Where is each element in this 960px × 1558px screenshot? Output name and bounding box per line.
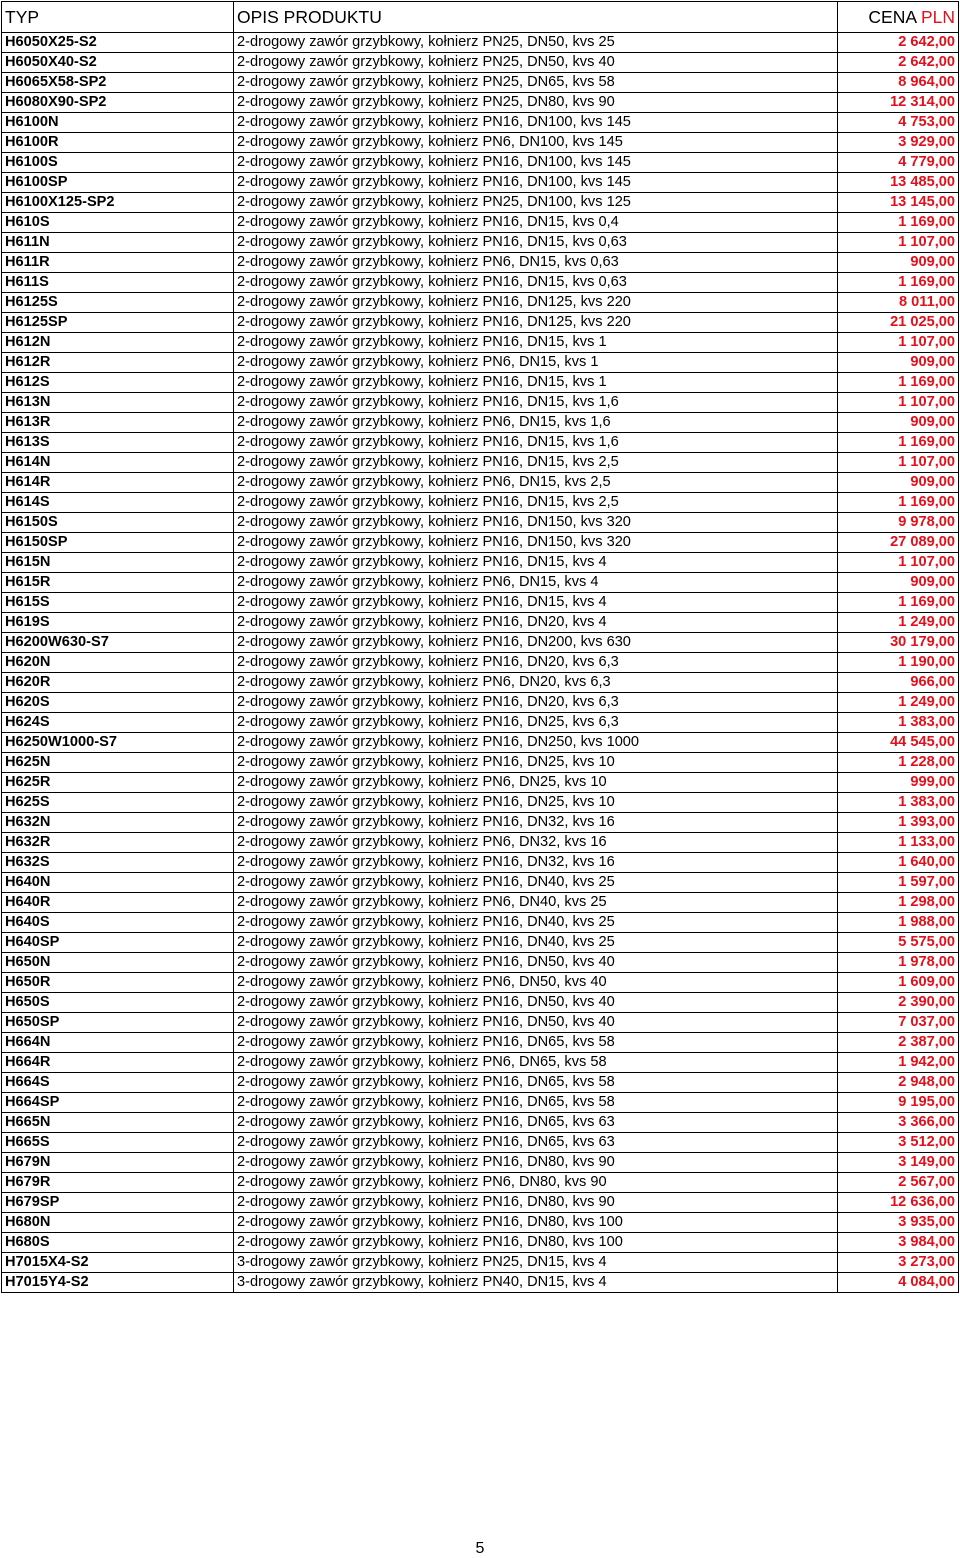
product-code: H6125SP [2, 313, 234, 333]
product-price: 1 988,00 [838, 913, 959, 933]
product-price: 1 393,00 [838, 813, 959, 833]
product-description: 2-drogowy zawór grzybkowy, kołnierz PN16, DN50, kvs 40 [234, 953, 838, 973]
product-description: 2-drogowy zawór grzybkowy, kołnierz PN16, DN15, kvs 1,6 [234, 393, 838, 413]
product-code: H679R [2, 1173, 234, 1193]
table-row [2, 233, 959, 253]
product-description: 2-drogowy zawór grzybkowy, kołnierz PN16, DN80, kvs 100 [234, 1233, 838, 1253]
table-row [2, 253, 959, 273]
product-code: H6080X90-SP2 [2, 93, 234, 113]
product-price: 30 179,00 [838, 633, 959, 653]
product-description: 2-drogowy zawór grzybkowy, kołnierz PN16, DN15, kvs 0,4 [234, 213, 838, 233]
product-price: 2 390,00 [838, 993, 959, 1013]
product-price: 999,00 [838, 773, 959, 793]
table-row [2, 413, 959, 433]
table-row [2, 93, 959, 113]
product-code: H650N [2, 953, 234, 973]
product-price: 1 942,00 [838, 1053, 959, 1073]
product-code: H612R [2, 353, 234, 373]
table-row [2, 893, 959, 913]
product-code: H632N [2, 813, 234, 833]
product-code: H679N [2, 1153, 234, 1173]
product-code: H664S [2, 1073, 234, 1093]
product-price: 1 107,00 [838, 553, 959, 573]
product-description: 2-drogowy zawór grzybkowy, kołnierz PN25, DN80, kvs 90 [234, 93, 838, 113]
table-row [2, 693, 959, 713]
table-row [2, 393, 959, 413]
product-price: 13 145,00 [838, 193, 959, 213]
product-description: 2-drogowy zawór grzybkowy, kołnierz PN16, DN125, kvs 220 [234, 293, 838, 313]
product-description: 2-drogowy zawór grzybkowy, kołnierz PN16, DN32, kvs 16 [234, 813, 838, 833]
product-description: 2-drogowy zawór grzybkowy, kołnierz PN16, DN100, kvs 145 [234, 173, 838, 193]
product-description: 2-drogowy zawór grzybkowy, kołnierz PN16, DN20, kvs 4 [234, 613, 838, 633]
table-row [2, 513, 959, 533]
product-price: 3 929,00 [838, 133, 959, 153]
product-description: 2-drogowy zawór grzybkowy, kołnierz PN25, DN65, kvs 58 [234, 73, 838, 93]
product-code: H6100N [2, 113, 234, 133]
table-row [2, 953, 959, 973]
product-description: 2-drogowy zawór grzybkowy, kołnierz PN16, DN65, kvs 63 [234, 1133, 838, 1153]
product-description: 2-drogowy zawór grzybkowy, kołnierz PN16, DN250, kvs 1000 [234, 733, 838, 753]
product-price: 2 948,00 [838, 1073, 959, 1093]
product-price: 1 169,00 [838, 213, 959, 233]
product-description: 2-drogowy zawór grzybkowy, kołnierz PN16, DN50, kvs 40 [234, 1013, 838, 1033]
table-row [2, 1053, 959, 1073]
table-row [2, 1153, 959, 1173]
product-code: H625R [2, 773, 234, 793]
product-description: 2-drogowy zawór grzybkowy, kołnierz PN16, DN25, kvs 10 [234, 793, 838, 813]
product-code: H664N [2, 1033, 234, 1053]
product-price: 1 190,00 [838, 653, 959, 673]
product-price: 4 084,00 [838, 1273, 959, 1293]
table-row [2, 613, 959, 633]
table-row [2, 653, 959, 673]
product-price: 3 984,00 [838, 1233, 959, 1253]
header-typ: TYP [2, 2, 234, 33]
product-price: 12 314,00 [838, 93, 959, 113]
product-description: 2-drogowy zawór grzybkowy, kołnierz PN16, DN15, kvs 0,63 [234, 273, 838, 293]
product-code: H665N [2, 1113, 234, 1133]
product-price: 2 642,00 [838, 53, 959, 73]
product-code: H7015X4-S2 [2, 1253, 234, 1273]
product-price: 3 149,00 [838, 1153, 959, 1173]
product-description: 2-drogowy zawór grzybkowy, kołnierz PN16, DN15, kvs 2,5 [234, 493, 838, 513]
product-code: H665S [2, 1133, 234, 1153]
product-code: H615R [2, 573, 234, 593]
table-row [2, 1133, 959, 1153]
table-row [2, 1013, 959, 1033]
product-code: H640R [2, 893, 234, 913]
product-price: 2 642,00 [838, 33, 959, 53]
table-row [2, 313, 959, 333]
product-price: 2 567,00 [838, 1173, 959, 1193]
table-row [2, 633, 959, 653]
product-price: 1 597,00 [838, 873, 959, 893]
product-code: H6100SP [2, 173, 234, 193]
product-price: 12 636,00 [838, 1193, 959, 1213]
product-price: 3 366,00 [838, 1113, 959, 1133]
product-description: 2-drogowy zawór grzybkowy, kołnierz PN16, DN25, kvs 6,3 [234, 713, 838, 733]
product-code: H650S [2, 993, 234, 1013]
product-code: H615N [2, 553, 234, 573]
table-row [2, 673, 959, 693]
product-description: 2-drogowy zawór grzybkowy, kołnierz PN6, DN15, kvs 1 [234, 353, 838, 373]
product-code: H680N [2, 1213, 234, 1233]
product-price: 27 089,00 [838, 533, 959, 553]
table-row [2, 573, 959, 593]
table-row [2, 853, 959, 873]
product-code: H6125S [2, 293, 234, 313]
product-code: H6100S [2, 153, 234, 173]
product-code: H610S [2, 213, 234, 233]
product-code: H632S [2, 853, 234, 873]
product-code: H620S [2, 693, 234, 713]
product-code: H6100R [2, 133, 234, 153]
product-code: H640SP [2, 933, 234, 953]
table-row [2, 53, 959, 73]
product-code: H7015Y4-S2 [2, 1273, 234, 1293]
table-row [2, 1113, 959, 1133]
table-row [2, 993, 959, 1013]
product-description: 2-drogowy zawór grzybkowy, kołnierz PN16, DN15, kvs 4 [234, 593, 838, 613]
table-row [2, 1193, 959, 1213]
product-code: H664SP [2, 1093, 234, 1113]
product-description: 2-drogowy zawór grzybkowy, kołnierz PN25, DN50, kvs 25 [234, 33, 838, 53]
product-price: 909,00 [838, 473, 959, 493]
product-code: H612S [2, 373, 234, 393]
product-code: H6200W630-S7 [2, 633, 234, 653]
product-code: H6150S [2, 513, 234, 533]
table-row [2, 333, 959, 353]
product-price: 1 169,00 [838, 493, 959, 513]
product-price: 9 978,00 [838, 513, 959, 533]
product-code: H613N [2, 393, 234, 413]
product-description: 2-drogowy zawór grzybkowy, kołnierz PN16, DN40, kvs 25 [234, 873, 838, 893]
product-description: 2-drogowy zawór grzybkowy, kołnierz PN16, DN65, kvs 58 [234, 1093, 838, 1113]
product-description: 2-drogowy zawór grzybkowy, kołnierz PN6, DN100, kvs 145 [234, 133, 838, 153]
product-code: H6100X125-SP2 [2, 193, 234, 213]
product-price: 909,00 [838, 353, 959, 373]
table-row [2, 773, 959, 793]
product-description: 2-drogowy zawór grzybkowy, kołnierz PN16, DN32, kvs 16 [234, 853, 838, 873]
product-code: H6250W1000-S7 [2, 733, 234, 753]
product-description: 2-drogowy zawór grzybkowy, kołnierz PN25, DN50, kvs 40 [234, 53, 838, 73]
product-description: 2-drogowy zawór grzybkowy, kołnierz PN16, DN50, kvs 40 [234, 993, 838, 1013]
product-price: 1 249,00 [838, 693, 959, 713]
product-code: H6050X25-S2 [2, 33, 234, 53]
product-description: 2-drogowy zawór grzybkowy, kołnierz PN16, DN20, kvs 6,3 [234, 693, 838, 713]
table-row [2, 33, 959, 53]
product-code: H632R [2, 833, 234, 853]
table-row [2, 433, 959, 453]
product-price: 3 935,00 [838, 1213, 959, 1233]
product-description: 2-drogowy zawór grzybkowy, kołnierz PN16, DN150, kvs 320 [234, 513, 838, 533]
product-code: H664R [2, 1053, 234, 1073]
product-price: 1 383,00 [838, 793, 959, 813]
product-description: 2-drogowy zawór grzybkowy, kołnierz PN6, DN15, kvs 0,63 [234, 253, 838, 273]
table-row [2, 533, 959, 553]
product-description: 2-drogowy zawór grzybkowy, kołnierz PN6, DN15, kvs 1,6 [234, 413, 838, 433]
product-description: 2-drogowy zawór grzybkowy, kołnierz PN16, DN20, kvs 6,3 [234, 653, 838, 673]
product-code: H6150SP [2, 533, 234, 553]
product-price: 1 169,00 [838, 593, 959, 613]
page-number: 5 [475, 1540, 485, 1557]
table-row [2, 133, 959, 153]
table-row [2, 113, 959, 133]
product-price: 8 964,00 [838, 73, 959, 93]
table-row [2, 473, 959, 493]
product-description: 2-drogowy zawór grzybkowy, kołnierz PN16, DN15, kvs 1 [234, 373, 838, 393]
product-description: 2-drogowy zawór grzybkowy, kołnierz PN16, DN100, kvs 145 [234, 153, 838, 173]
product-code: H625S [2, 793, 234, 813]
table-row [2, 733, 959, 753]
product-code: H624S [2, 713, 234, 733]
product-description: 2-drogowy zawór grzybkowy, kołnierz PN6, DN25, kvs 10 [234, 773, 838, 793]
product-price: 7 037,00 [838, 1013, 959, 1033]
table-row [2, 213, 959, 233]
table-row [2, 913, 959, 933]
product-price: 909,00 [838, 573, 959, 593]
table-row [2, 193, 959, 213]
product-description: 2-drogowy zawór grzybkowy, kołnierz PN6, DN40, kvs 25 [234, 893, 838, 913]
product-description: 2-drogowy zawór grzybkowy, kołnierz PN16, DN40, kvs 25 [234, 913, 838, 933]
product-price: 21 025,00 [838, 313, 959, 333]
table-row [2, 1173, 959, 1193]
product-price: 1 249,00 [838, 613, 959, 633]
table-row [2, 1213, 959, 1233]
product-description: 2-drogowy zawór grzybkowy, kołnierz PN16, DN65, kvs 58 [234, 1033, 838, 1053]
table-body [2, 33, 959, 1293]
product-price: 1 298,00 [838, 893, 959, 913]
product-code: H611S [2, 273, 234, 293]
product-description: 2-drogowy zawór grzybkowy, kołnierz PN16, DN150, kvs 320 [234, 533, 838, 553]
product-code: H612N [2, 333, 234, 353]
product-code: H650R [2, 973, 234, 993]
product-description: 2-drogowy zawór grzybkowy, kołnierz PN16, DN125, kvs 220 [234, 313, 838, 333]
product-description: 3-drogowy zawór grzybkowy, kołnierz PN25, DN15, kvs 4 [234, 1253, 838, 1273]
product-description: 2-drogowy zawór grzybkowy, kołnierz PN6, DN50, kvs 40 [234, 973, 838, 993]
product-description: 3-drogowy zawór grzybkowy, kołnierz PN40, DN15, kvs 4 [234, 1273, 838, 1293]
product-description: 2-drogowy zawór grzybkowy, kołnierz PN6, DN80, kvs 90 [234, 1173, 838, 1193]
product-price: 4 779,00 [838, 153, 959, 173]
product-price: 966,00 [838, 673, 959, 693]
table-row [2, 933, 959, 953]
product-description: 2-drogowy zawór grzybkowy, kołnierz PN25, DN100, kvs 125 [234, 193, 838, 213]
product-description: 2-drogowy zawór grzybkowy, kołnierz PN16, DN80, kvs 100 [234, 1213, 838, 1233]
product-code: H6065X58-SP2 [2, 73, 234, 93]
product-price: 5 575,00 [838, 933, 959, 953]
product-description: 2-drogowy zawór grzybkowy, kołnierz PN16, DN15, kvs 2,5 [234, 453, 838, 473]
table-row [2, 1253, 959, 1273]
header-opis-produktu: OPIS PRODUKTU [234, 2, 838, 33]
product-price: 3 273,00 [838, 1253, 959, 1273]
product-price: 1 383,00 [838, 713, 959, 733]
product-code: H614S [2, 493, 234, 513]
table-row [2, 493, 959, 513]
product-description: 2-drogowy zawór grzybkowy, kołnierz PN16, DN65, kvs 58 [234, 1073, 838, 1093]
product-code: H625N [2, 753, 234, 773]
product-price: 1 169,00 [838, 273, 959, 293]
product-price: 1 978,00 [838, 953, 959, 973]
product-price: 909,00 [838, 413, 959, 433]
product-price: 909,00 [838, 253, 959, 273]
product-description: 2-drogowy zawór grzybkowy, kołnierz PN16, DN25, kvs 10 [234, 753, 838, 773]
product-code: H614N [2, 453, 234, 473]
product-code: H614R [2, 473, 234, 493]
table-row [2, 753, 959, 773]
product-code: H679SP [2, 1193, 234, 1213]
table-row [2, 353, 959, 373]
product-description: 2-drogowy zawór grzybkowy, kołnierz PN6, DN65, kvs 58 [234, 1053, 838, 1073]
product-code: H640N [2, 873, 234, 893]
product-description: 2-drogowy zawór grzybkowy, kołnierz PN6, DN32, kvs 16 [234, 833, 838, 853]
table-row [2, 373, 959, 393]
product-description: 2-drogowy zawór grzybkowy, kołnierz PN6, DN15, kvs 2,5 [234, 473, 838, 493]
table-row [2, 1233, 959, 1253]
product-price: 13 485,00 [838, 173, 959, 193]
table-row [2, 73, 959, 93]
product-code: H640S [2, 913, 234, 933]
product-price: 8 011,00 [838, 293, 959, 313]
product-price: 1 228,00 [838, 753, 959, 773]
product-description: 2-drogowy zawór grzybkowy, kołnierz PN16, DN15, kvs 1 [234, 333, 838, 353]
product-description: 2-drogowy zawór grzybkowy, kołnierz PN16, DN15, kvs 0,63 [234, 233, 838, 253]
table-row [2, 1073, 959, 1093]
product-price: 1 107,00 [838, 233, 959, 253]
product-code: H650SP [2, 1013, 234, 1033]
product-price: 9 195,00 [838, 1093, 959, 1113]
product-code: H611N [2, 233, 234, 253]
product-price: 1 640,00 [838, 853, 959, 873]
table-row [2, 593, 959, 613]
header-pln: PLN [920, 7, 955, 27]
product-code: H680S [2, 1233, 234, 1253]
product-description: 2-drogowy zawór grzybkowy, kołnierz PN16, DN100, kvs 145 [234, 113, 838, 133]
product-code: H619S [2, 613, 234, 633]
product-code: H6050X40-S2 [2, 53, 234, 73]
product-price: 1 609,00 [838, 973, 959, 993]
product-description: 2-drogowy zawór grzybkowy, kołnierz PN16, DN15, kvs 4 [234, 553, 838, 573]
table-row [2, 173, 959, 193]
product-price: 1 107,00 [838, 393, 959, 413]
product-description: 2-drogowy zawór grzybkowy, kołnierz PN16, DN80, kvs 90 [234, 1153, 838, 1173]
table-row [2, 553, 959, 573]
header-row [2, 2, 959, 33]
table-row [2, 453, 959, 473]
product-code: H613S [2, 433, 234, 453]
product-price: 4 753,00 [838, 113, 959, 133]
product-description: 2-drogowy zawór grzybkowy, kołnierz PN6, DN15, kvs 4 [234, 573, 838, 593]
product-description: 2-drogowy zawór grzybkowy, kołnierz PN16, DN200, kvs 630 [234, 633, 838, 653]
product-price: 2 387,00 [838, 1033, 959, 1053]
product-description: 2-drogowy zawór grzybkowy, kołnierz PN16, DN80, kvs 90 [234, 1193, 838, 1213]
table-row [2, 973, 959, 993]
product-price: 1 169,00 [838, 373, 959, 393]
header-cena-pln [838, 2, 959, 33]
table-row [2, 793, 959, 813]
product-description: 2-drogowy zawór grzybkowy, kołnierz PN6, DN20, kvs 6,3 [234, 673, 838, 693]
product-code: H611R [2, 253, 234, 273]
table-row [2, 873, 959, 893]
table-row [2, 293, 959, 313]
product-code: H613R [2, 413, 234, 433]
price-table [1, 1, 959, 1293]
product-price: 1 133,00 [838, 833, 959, 853]
product-code: H615S [2, 593, 234, 613]
table-row [2, 813, 959, 833]
table-row [2, 1273, 959, 1293]
product-code: H620N [2, 653, 234, 673]
product-description: 2-drogowy zawór grzybkowy, kołnierz PN16, DN15, kvs 1,6 [234, 433, 838, 453]
product-description: 2-drogowy zawór grzybkowy, kołnierz PN16, DN65, kvs 63 [234, 1113, 838, 1133]
product-code: H620R [2, 673, 234, 693]
product-price: 3 512,00 [838, 1133, 959, 1153]
table-row [2, 833, 959, 853]
product-description: 2-drogowy zawór grzybkowy, kołnierz PN16, DN40, kvs 25 [234, 933, 838, 953]
table-row [2, 1033, 959, 1053]
table-row [2, 1093, 959, 1113]
product-price: 1 107,00 [838, 333, 959, 353]
product-price: 44 545,00 [838, 733, 959, 753]
table-row [2, 713, 959, 733]
header-cena: CENA [868, 7, 917, 27]
product-price: 1 169,00 [838, 433, 959, 453]
table-row [2, 273, 959, 293]
table-row [2, 153, 959, 173]
product-price: 1 107,00 [838, 453, 959, 473]
